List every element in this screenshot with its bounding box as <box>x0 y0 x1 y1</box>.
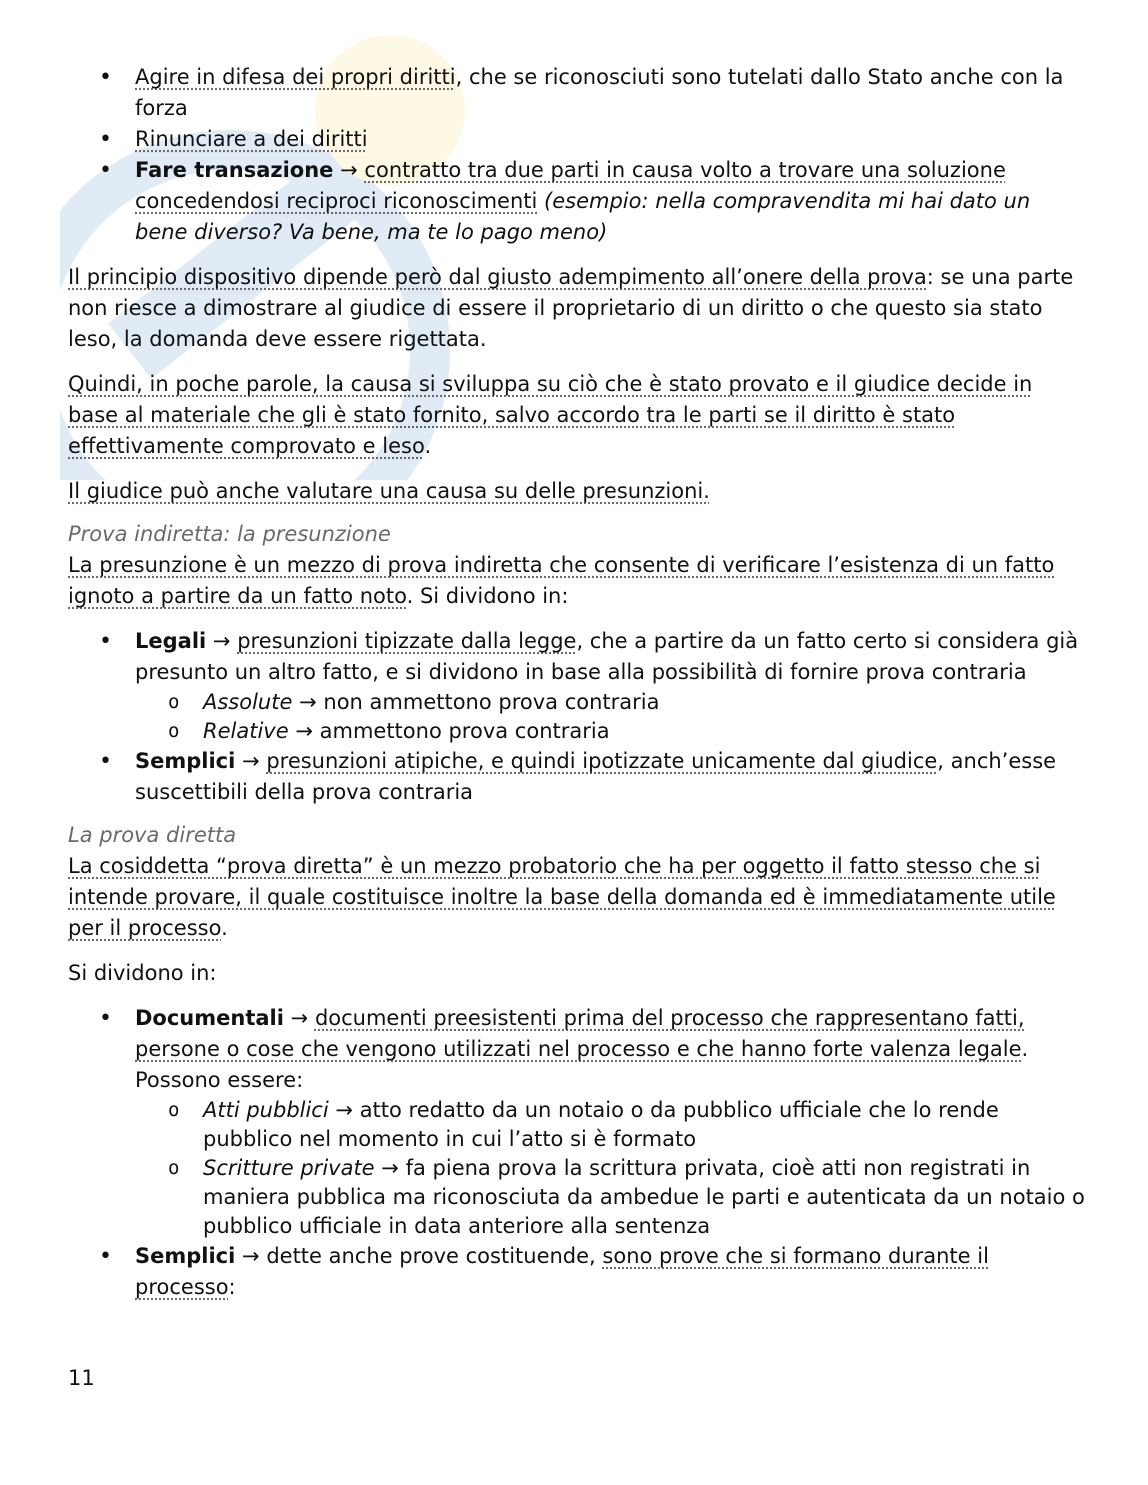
paragraph: Si dividono in: <box>68 961 217 985</box>
sublist-item: o Atti pubblici → atto redatto da un notaio o da pubblico ufficiale che lo rende pubblico nel momento in cui l’atto si è formato <box>135 1096 1088 1154</box>
paragraph: Il giudice può anche valutare una causa su delle presunzioni. <box>68 479 710 503</box>
arrow-icon: → <box>290 1006 309 1030</box>
list-item: • Rinunciare a dei diritti <box>68 124 1088 155</box>
paragraph: Quindi, in poche parole, la causa si sviluppa su ciò che è stato provato e il giudice decide in base al materiale che gli è stato fornito, salvo accordo tra le parti se il diritto è stato effettivamente comprovato e leso. <box>68 372 1033 458</box>
section-heading: La prova diretta <box>68 823 237 847</box>
paragraph: La cosiddetta “prova diretta” è un mezzo probatorio che ha per oggetto il fatto stesso che si intende provare, il quale costituisce inoltre la base della domanda ed è immediatamente utile per il processo. <box>68 854 1056 940</box>
presumptions-list <box>68 626 1088 808</box>
direct-evidence-list <box>68 1003 1088 1303</box>
arrow-icon: → <box>299 690 317 714</box>
arrow-icon: → <box>242 1244 260 1268</box>
list-item: • Documentali → documenti preesistenti prima del processo che rappresentano fatti, persone o cose che vengono utilizzati nel processo e che hanno forte valenza legale. Possono essere: o Atti pubblici → atto redatto da un notaio o da pubblico ufficiale che lo rende pubblico nel momento in cui l’atto si è formato o Scritture private → fa piena prova la scrittura privata, cioè atti non registrati in maniera pubblica ma riconosciuta da ambedue le parti e autenticata da un notaio o pubblico ufficiale in data anteriore alla sentenza <box>68 1003 1088 1241</box>
list-item: • Semplici → dette anche prove costituende, sono prove che si formano durante il processo: <box>68 1241 1088 1303</box>
paragraph: La presunzione è un mezzo di prova indiretta che consente di verificare l’esistenza di un fatto ignoto a partire da un fatto noto. Si dividono in: <box>68 553 1055 608</box>
sublist-item: o Scritture private → fa piena prova la scrittura privata, cioè atti non registrati in maniera pubblica ma riconosciuta da ambedue le parti e autenticata da un notaio o pubblico ufficiale in data anteriore alla sentenza <box>135 1154 1088 1241</box>
arrow-icon: → <box>381 1156 399 1180</box>
arrow-icon: → <box>242 749 260 773</box>
arrow-icon: → <box>295 719 313 743</box>
list-item: • Agire in difesa dei propri diritti, che se riconosciuti sono tutelati dallo Stato anche con la forza <box>68 62 1088 124</box>
sublist <box>135 1096 1088 1241</box>
rights-list <box>68 62 1088 248</box>
document-body <box>68 62 1088 1303</box>
sublist-item: o Relative → ammettono prova contraria <box>135 717 1088 746</box>
paragraph: Il principio dispositivo dipende però dal giusto adempimento all’onere della prova: se una parte non riesce a dimostrare al giudice di essere il proprietario di un diritto o che questo sia stato leso, la domanda deve essere rigettata. <box>68 265 1074 351</box>
sublist <box>135 688 1088 746</box>
list-item: • Fare transazione → contratto tra due parti in causa volto a trovare una soluzione concedendosi reciproci riconoscimenti (esempio: nella compravendita mi hai dato un bene diverso? Va bene, ma te lo pago meno) <box>68 155 1088 248</box>
arrow-icon: → <box>335 1098 353 1122</box>
list-item: • Semplici → presunzioni atipiche, e quindi ipotizzate unicamente dal giudice, anch’esse suscettibili della prova contraria <box>68 746 1088 808</box>
arrow-icon: → <box>340 158 358 182</box>
section-heading: Prova indiretta: la presunzione <box>68 522 391 546</box>
arrow-icon: → <box>212 629 231 653</box>
list-item: • Legali → presunzioni tipizzate dalla legge, che a partire da un fatto certo si considera già presunto un altro fatto, e si dividono in base alla possibilità di fornire prova contraria o Assolute → non ammettono prova contraria o Relative → ammettono prova contraria <box>68 626 1088 746</box>
sublist-item: o Assolute → non ammettono prova contraria <box>135 688 1088 717</box>
page-number: 11 <box>68 1366 95 1390</box>
